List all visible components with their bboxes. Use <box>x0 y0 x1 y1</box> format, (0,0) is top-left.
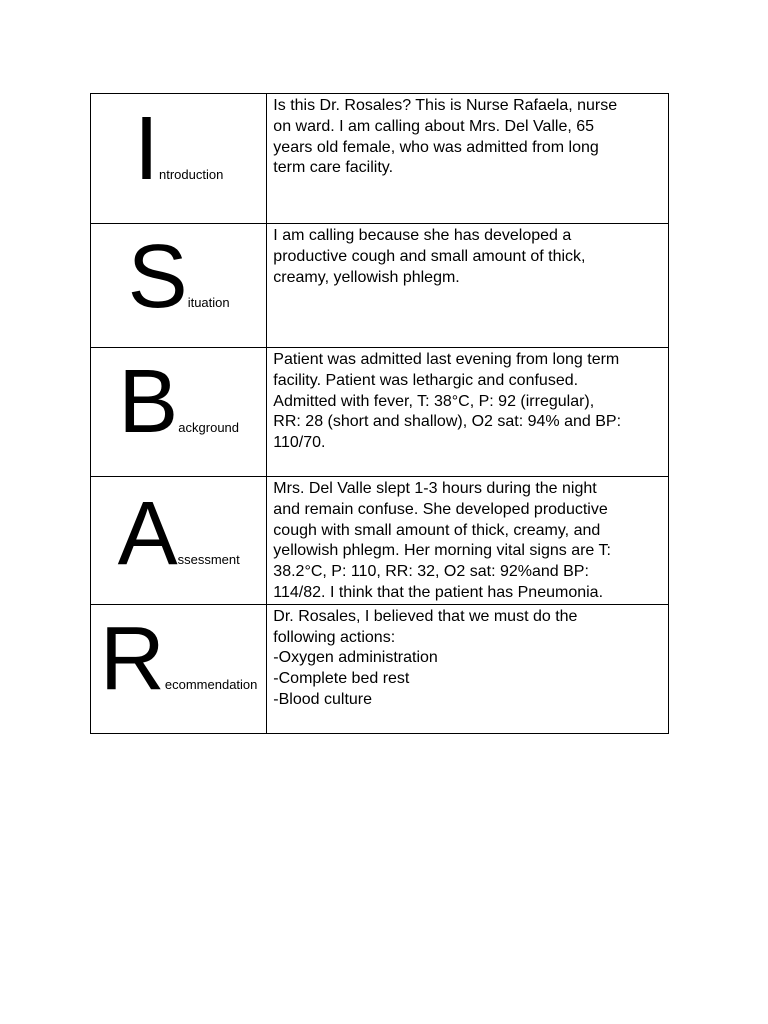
isbar-row-background <box>91 348 669 477</box>
text-line: Admitted with fever, T: 38°C, P: 92 (irregular), <box>273 392 595 410</box>
text-line: yellowish phlegm. Her morning vital signs are T: <box>273 542 611 560</box>
isbar-row-introduction <box>91 94 669 224</box>
label-background: ackground <box>178 420 240 435</box>
text-line: following actions: <box>273 628 396 646</box>
letter-cell-assessment <box>91 477 267 605</box>
text-cell-introduction <box>267 94 669 224</box>
big-letter-i: I <box>133 99 159 199</box>
text-line: Dr. Rosales, I believed that we must do the <box>273 607 578 625</box>
text-cell-recommendation <box>267 604 669 733</box>
label-recommendation: ecommendation <box>164 676 258 692</box>
text-line: 114/82. I think that the patient has Pneumonia. <box>273 583 604 601</box>
label-introduction: ntroduction <box>158 167 224 182</box>
text-line: cough with small amount of thick, creamy, and <box>273 521 601 539</box>
isbar-row-recommendation <box>91 604 669 733</box>
letter-cell-recommendation <box>91 604 267 733</box>
text-line: term care facility. <box>273 159 394 177</box>
text-line: on ward. I am calling about Mrs. Del Valle, 65 <box>273 117 595 135</box>
text-line: -Complete bed rest <box>273 670 410 688</box>
big-letter-a: A <box>117 483 178 584</box>
letter-cell-situation <box>91 224 267 348</box>
text-line: creamy, yellowish phlegm. <box>273 268 460 286</box>
text-line: productive cough and small amount of thick, <box>273 247 586 265</box>
text-cell-assessment <box>267 477 669 605</box>
text-line: and remain confuse. She developed productive <box>273 500 608 518</box>
isbar-row-assessment <box>91 477 669 605</box>
big-letter-s: S <box>127 227 188 327</box>
text-line: Mrs. Del Valle slept 1-3 hours during the night <box>273 480 597 497</box>
text-line: RR: 28 (short and shallow), O2 sat: 94% and BP: <box>273 413 622 431</box>
text-line: Patient was admitted last evening from long term <box>273 351 620 368</box>
text-line: -Blood culture <box>273 690 373 708</box>
text-line: 110/70. <box>273 434 326 452</box>
label-situation: ituation <box>187 295 230 310</box>
text-cell-background <box>267 348 669 477</box>
label-assessment: ssessment <box>177 551 240 567</box>
isbar-table <box>90 93 669 734</box>
text-line: -Oxygen administration <box>273 649 438 667</box>
text-line: Is this Dr. Rosales? This is Nurse Rafaela, nurse <box>273 97 618 114</box>
letter-cell-introduction <box>91 94 267 224</box>
letter-cell-background <box>91 348 267 477</box>
big-letter-r: R <box>99 608 165 709</box>
text-cell-situation <box>267 224 669 348</box>
text-line: years old female, who was admitted from long <box>273 138 599 156</box>
isbar-row-situation <box>91 224 669 348</box>
big-letter-b: B <box>118 352 179 452</box>
text-line: I am calling because she has developed a <box>273 227 572 244</box>
text-line: facility. Patient was lethargic and confused. <box>273 371 579 389</box>
text-line: 38.2°C, P: 110, RR: 32, O2 sat: 92%and BP: <box>273 563 589 581</box>
